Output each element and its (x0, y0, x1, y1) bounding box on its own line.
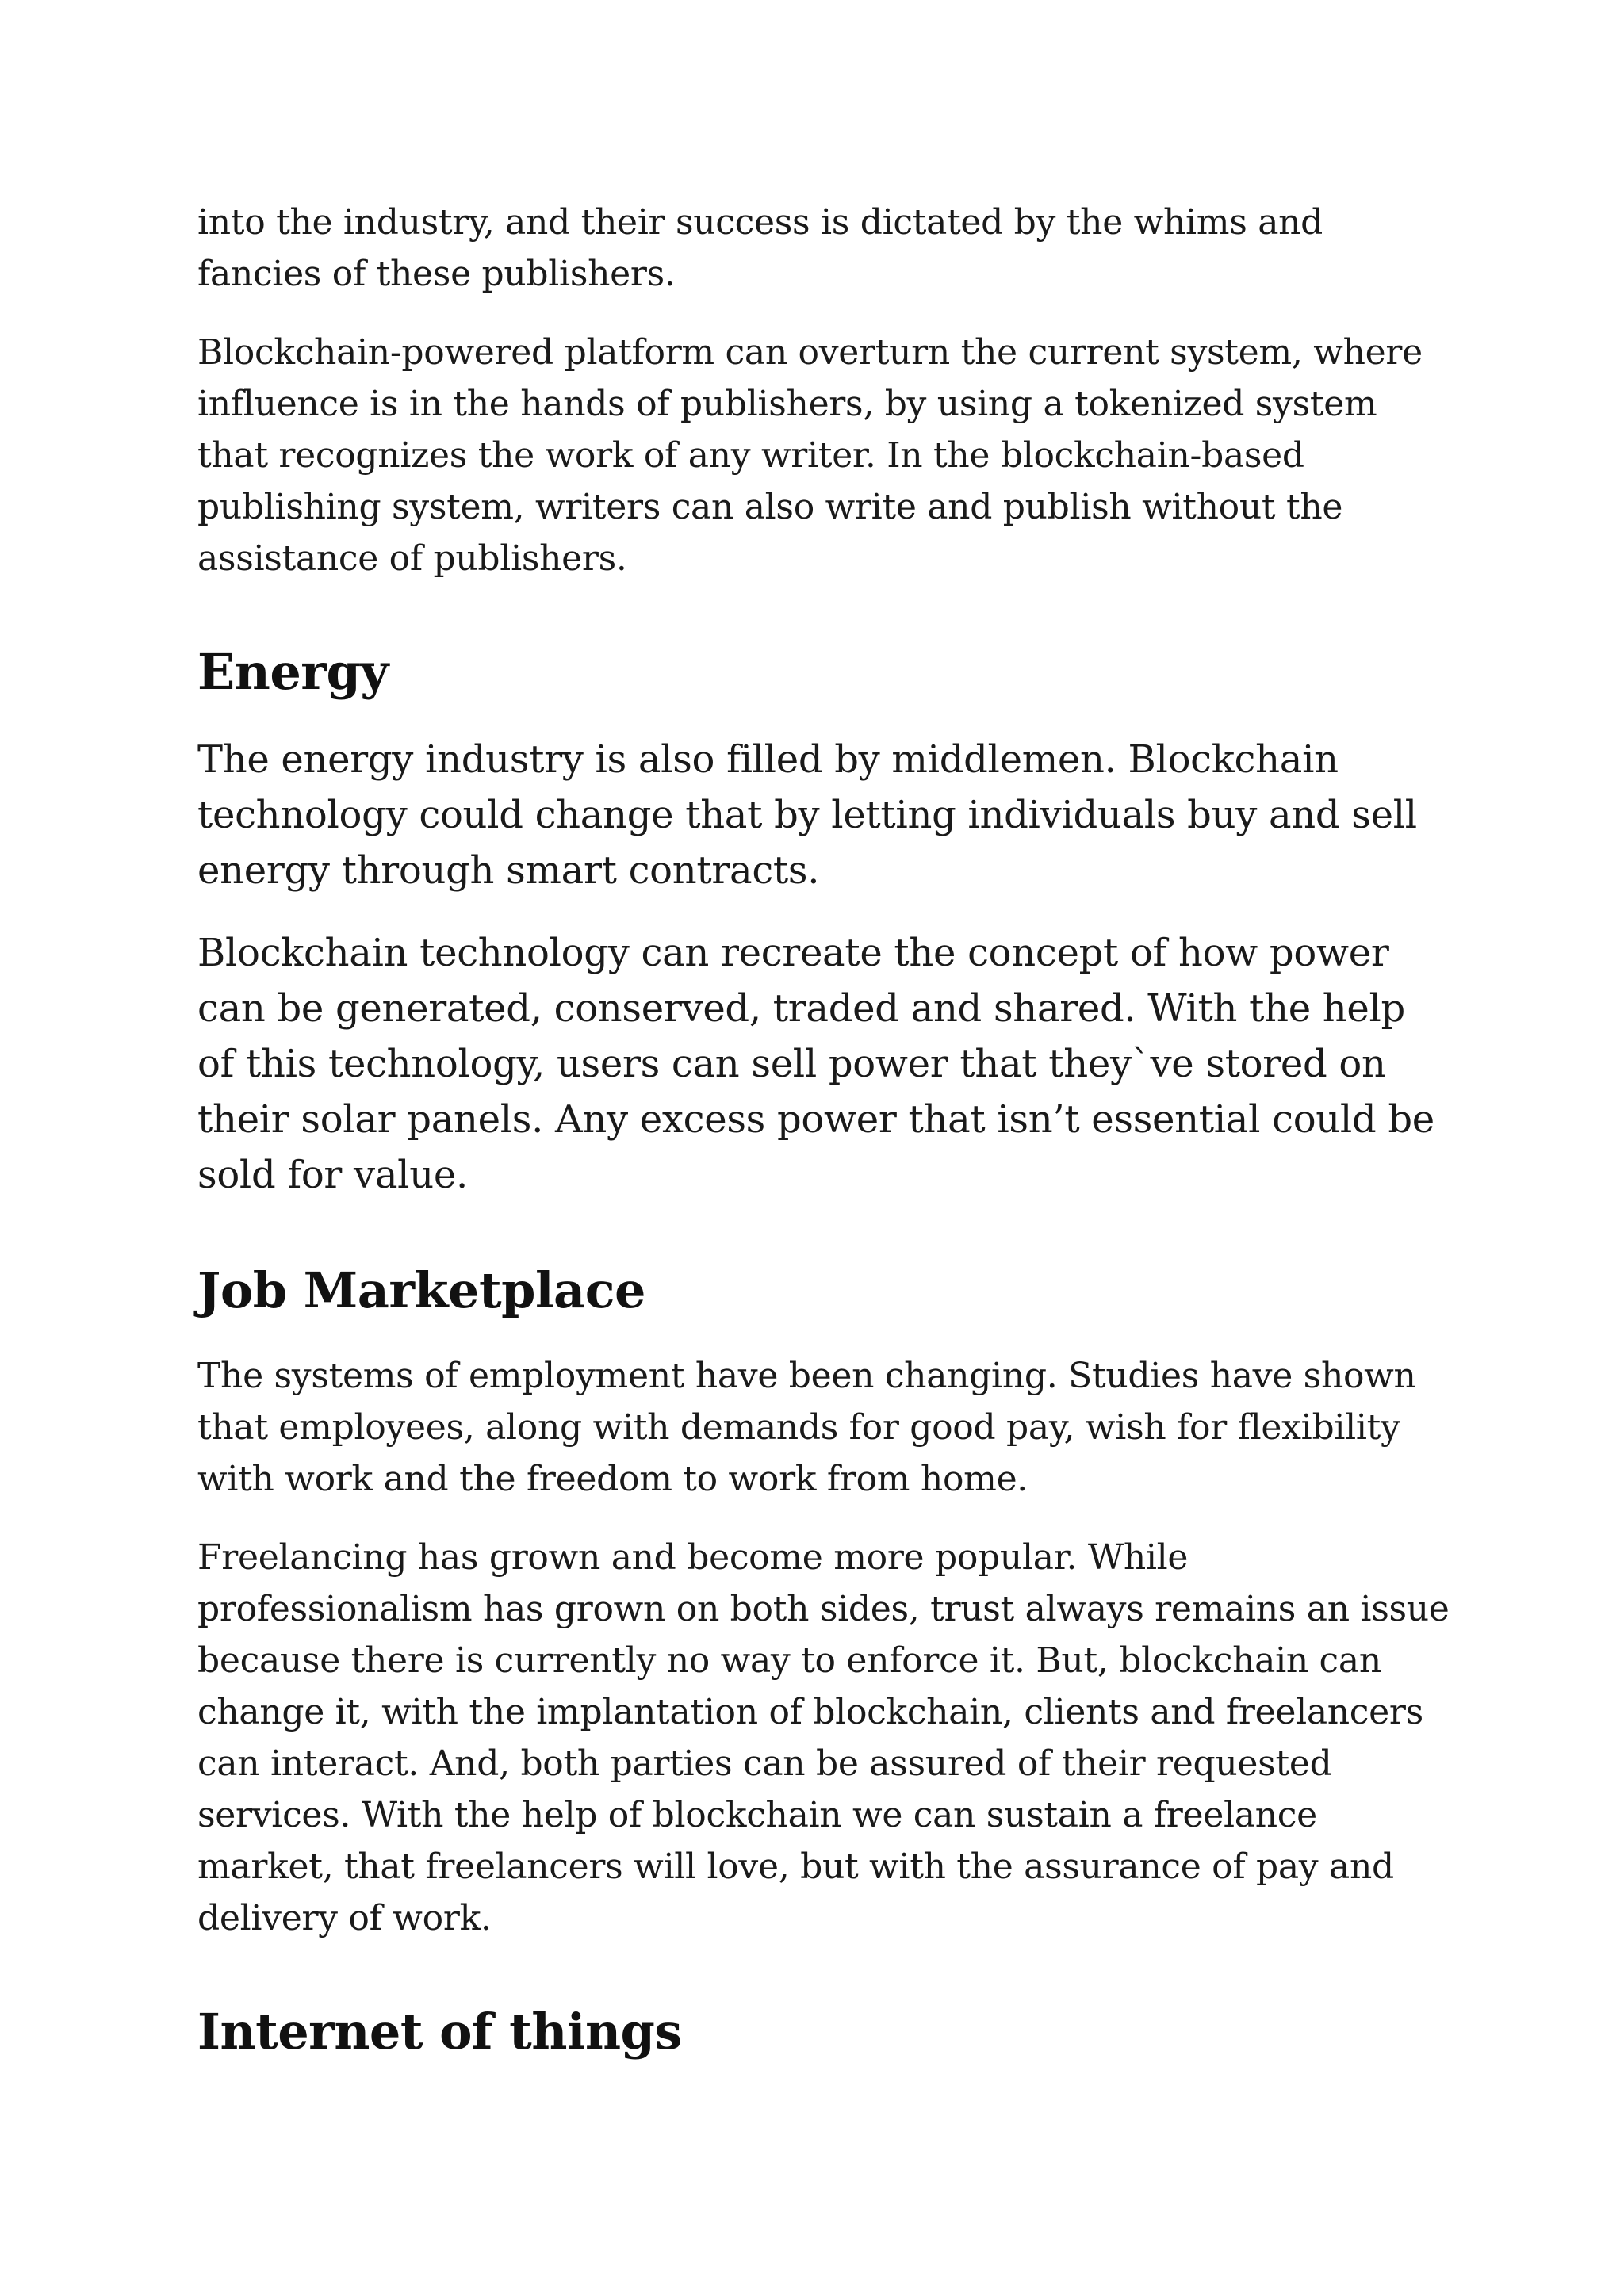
energy-heading: Energy (197, 643, 389, 701)
job-marketplace-heading: Job Marketplace (197, 1261, 645, 1319)
energy-paragraph-2: Blockchain technology can recreate the concept of how power can be generated, conserved, traded and shared. With the help of this technology, users can sell power that they`ve stored on their solar panels. Any excess power that isn’t essential could be sold for value. (197, 931, 1434, 1197)
job-marketplace-paragraph-2: Freelancing has grown and become more popular. While professionalism has grown on both sides, trust always remains an issue because there is currently no way to enforce it. But, blockchain can change it, with the implantation of blockchain, clients and freelancers can interact. And, both parties can be assured of their requested services. With the help of blockchain we can sustain a freelance market, that freelancers will love, but with the assurance of pay and delivery of work. (197, 1537, 1450, 1938)
internet-of-things-heading: Internet of things (197, 2003, 682, 2061)
document-page (197, 197, 1450, 2063)
job-marketplace-paragraph-1: The systems of employment have been changing. Studies have shown that employees, along with demands for good pay, wish for flexibility with work and the freedom to work from home. (197, 1356, 1416, 1499)
intro-paragraph-1: into the industry, and their success is dictated by the whims and fancies of these publishers. (197, 202, 1323, 294)
intro-paragraph-2: Blockchain-powered platform can overturn the current system, where influence is in the hands of publishers, by using a tokenized system that recognizes the work of any writer. In the blockchain-based publishing system, writers can also write and publish without the assistance of publishers. (197, 332, 1423, 579)
energy-paragraph-1: The energy industry is also filled by middlemen. Blockchain technology could change that by letting individuals buy and sell energy through smart contracts. (197, 737, 1417, 893)
